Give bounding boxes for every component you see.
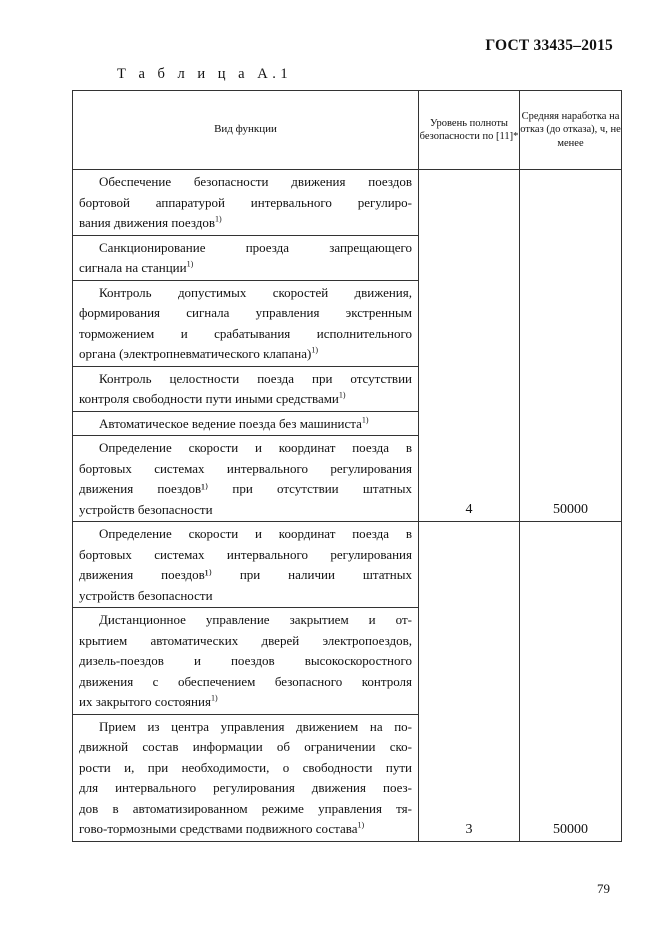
safety-level-cell: 3 bbox=[419, 522, 520, 842]
mtbf-cell: 50000 bbox=[520, 522, 622, 842]
function-line: торможением и срабатывания исполнительного bbox=[79, 325, 412, 341]
document-code: ГОСТ 33435–2015 bbox=[485, 37, 613, 54]
function-cell bbox=[73, 411, 419, 436]
header-safety-level: Уровень полноты безопасности по [11]* bbox=[419, 91, 520, 170]
function-line: дизель-поездов и поездов высокоскоростного bbox=[79, 653, 412, 668]
footnote-mark: 1) bbox=[210, 693, 218, 703]
function-line: движения с обеспечением безопасного контроля bbox=[79, 673, 412, 689]
function-cell bbox=[73, 235, 419, 280]
footnote-mark: 1) bbox=[338, 390, 346, 400]
function-line: бортовой аппаратурой интервального регулиро- bbox=[79, 194, 412, 210]
function-cell bbox=[73, 608, 419, 715]
footnote-mark: 1) bbox=[186, 259, 194, 269]
function-line: бортовых системах интервального регулирования bbox=[79, 460, 412, 476]
functions-table bbox=[72, 90, 622, 842]
function-line: Дистанционное управление закрытием и от- bbox=[99, 612, 412, 627]
function-line: устройств безопасности bbox=[79, 587, 213, 603]
function-line: Контроль допустимых скоростей движения, bbox=[99, 284, 412, 300]
function-line: Определение скорости и координат поезда в bbox=[99, 526, 412, 541]
footnote-mark: 1) bbox=[311, 345, 318, 355]
function-line: Прием из центра управления движением на по- bbox=[99, 718, 412, 734]
function-line: их закрытого состояния$^{1)}$ bbox=[79, 693, 218, 709]
function-cell bbox=[73, 170, 419, 236]
page-number: 79 bbox=[597, 881, 610, 896]
safety-level-cell: 4 bbox=[419, 170, 520, 522]
table-row bbox=[73, 170, 622, 236]
function-line: Автоматическое ведение поезда без машиниста$^{1)}$ bbox=[99, 415, 369, 431]
mtbf-cell: 50000 bbox=[520, 170, 622, 522]
function-line: гово-тормозными средствами подвижного состава$^{1)}$ bbox=[79, 820, 365, 836]
function-line: вания движения поездов$^{1)}$ bbox=[79, 214, 222, 230]
function-line: для интервального регулирования движения поез- bbox=[79, 780, 412, 795]
function-line: Обеспечение безопасности движения поездов bbox=[99, 174, 412, 189]
function-line: дов в автоматизированном режиме управления тя- bbox=[79, 800, 412, 816]
function-cell bbox=[73, 280, 419, 366]
function-line: Санкционирование проезда запрещающего bbox=[99, 239, 412, 255]
function-line: крытием автоматических дверей электропоездов, bbox=[79, 632, 412, 648]
header-function-type: Вид функции bbox=[73, 91, 419, 170]
function-cell bbox=[73, 522, 419, 608]
function-line: движения поездов¹⁾ при отсутствии штатных bbox=[79, 481, 412, 496]
function-line: формирования сигнала управления экстренным bbox=[79, 305, 412, 320]
table-caption: Т а б л и ц а А.1 bbox=[117, 66, 293, 82]
function-line: бортовых системах интервального регулирования bbox=[79, 546, 412, 562]
function-line: устройств безопасности bbox=[79, 501, 213, 517]
function-line: органа (электропневматического клапана)$^{1)}$ bbox=[79, 345, 318, 361]
function-line: сигнала на станции$^{1)}$ bbox=[79, 259, 194, 275]
footnote-mark: 1) bbox=[357, 820, 365, 830]
function-line: рости и, при необходимости, о свободности пути bbox=[79, 759, 412, 775]
function-line: Контроль целостности поезда при отсутствии bbox=[99, 370, 412, 386]
footnote-mark: 1) bbox=[215, 214, 222, 224]
function-line: контроля свободности пути иными средствами$^{1)}$ bbox=[79, 390, 346, 406]
table-header-row bbox=[73, 91, 622, 170]
function-line: движной состав информации об ограничении ско- bbox=[79, 739, 412, 754]
function-line: движения поездов¹⁾ при наличии штатных bbox=[79, 567, 412, 582]
function-cell bbox=[73, 366, 419, 411]
function-cell bbox=[73, 714, 419, 841]
footnote-mark: 1) bbox=[361, 415, 369, 425]
function-line: Определение скорости и координат поезда в bbox=[99, 440, 412, 455]
function-cell bbox=[73, 436, 419, 522]
table-row bbox=[73, 522, 622, 608]
header-mtbf: Средняя наработка на отказ (до отказа), ч, не менее bbox=[520, 91, 622, 170]
